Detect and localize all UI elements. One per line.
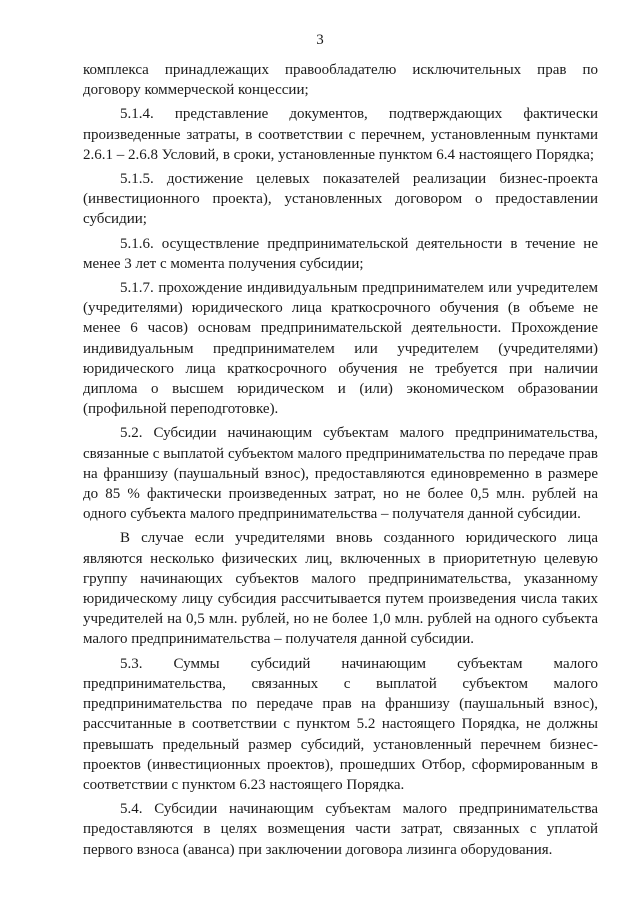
page-number: 3 (316, 32, 324, 48)
clause-5-2-paragraph-2: В случае если учредителями вновь созданного юридического лица являются несколько физических лиц, включенных в приоритетную целевую группу начинающих субъектов малого предпринимательства, указанному юридическому лицу субсидия рассчитывается путем произведения числа таких учредителей на 0,5 млн. рублей, но не более 1,0 млн. рублей на одного субъекта малого предпринимательства – получателя данной субсидии. (83, 530, 598, 648)
document-body (83, 60, 598, 860)
clause-5-1-5: 5.1.5. достижение целевых показателей реализации бизнес-проекта (инвестиционного проекта), установленных договором о предоставлении субсидии; (83, 171, 598, 228)
clause-5-1-4: 5.1.4. представление документов, подтверждающих фактически произведенные затраты, в соответствии с перечнем, установленным пунктами 2.6.1 – 2.6.8 Условий, в сроки, установленные пунктом 6.4 настоящего Порядка; (83, 106, 598, 163)
clause-5-1-7: 5.1.7. прохождение индивидуальным предпринимателем или учредителем (учредителями) юридического лица краткосрочного обучения (в объеме не менее 6 часов) основам предпринимательской деятельности. Прохождение индивидуальным предпринимателем или учредителем (учредителями) юридического лица краткосрочного обучения не требуется при наличии диплома о высшем юридическом и (или) экономическом образовании (профильной переподготовке). (83, 280, 598, 418)
clause-5-1-6: 5.1.6. осуществление предпринимательской деятельности в течение не менее 3 лет с момента получения субсидии; (83, 235, 598, 272)
clause-5-4: 5.4. Субсидии начинающим субъектам малого предпринимательства предоставляются в целях возмещения части затрат, связанных с уплатой первого взноса (аванса) при заключении договора лизинга оборудования. (83, 801, 598, 858)
paragraph-continuation: комплекса принадлежащих правообладателю исключительных прав по договору коммерческой концессии; (83, 62, 598, 99)
clause-5-3: 5.3. Суммы субсидий начинающим субъектам малого предпринимательства, связанных с выплатой субъектом малого предпринимательства по передаче прав на франшизу (паушальный взнос), рассчитанные в соответствии с пунктом 5.2 настоящего Порядка, не должны превышать предельный размер субсидий, установленный перечнем бизнес-проектов (инвестиционных проектов), прошедших Отбор, сформированным в соответствии с пунктом 6.23 настоящего Порядка. (83, 655, 598, 793)
clause-5-2: 5.2. Субсидии начинающим субъектам малого предпринимательства, связанные с выплатой субъектом малого предпринимательства по передаче прав на франшизу (паушальный взнос), предоставляются единовременно в размере до 85 % фактически произведенных затрат, но не более 0,5 млн. рублей на одного субъекта малого предпринимательства – получателя данной субсидии. (83, 425, 598, 523)
